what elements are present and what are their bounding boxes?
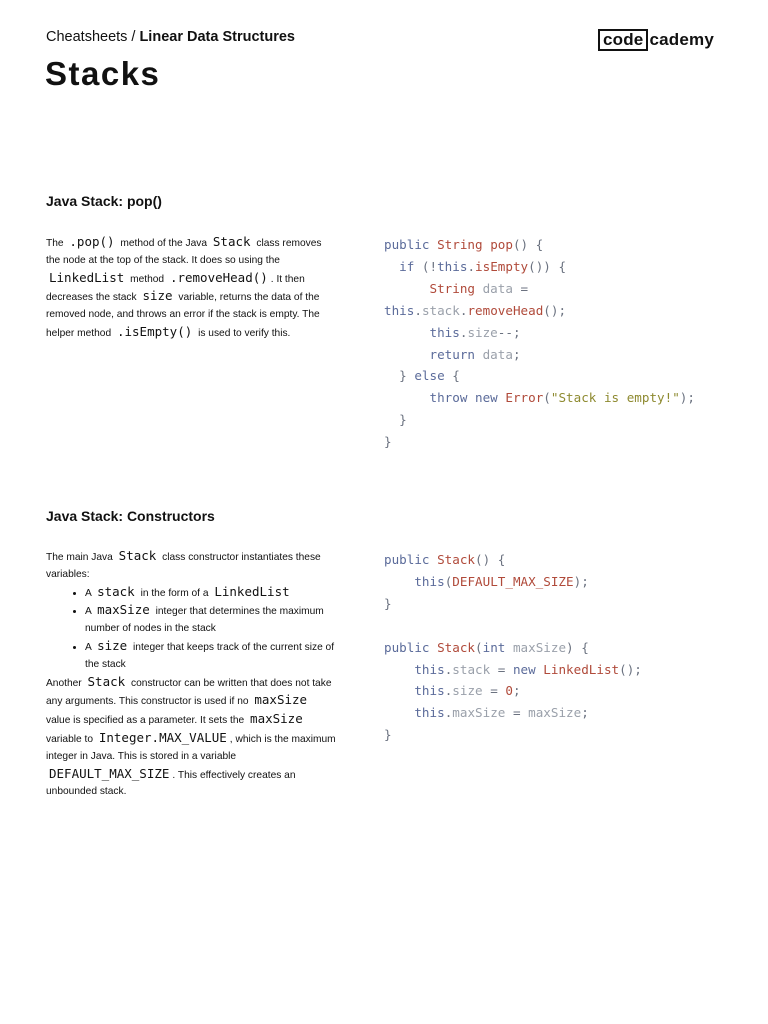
- text: method: [130, 273, 165, 285]
- inline-code: size: [142, 288, 173, 304]
- text: . It then decreases the stack: [46, 273, 305, 304]
- intro-paragraph: [46, 548, 336, 584]
- text: The: [46, 238, 64, 249]
- section-title-pop: Java Stack: pop(): [46, 193, 162, 209]
- inline-code: LinkedList: [49, 269, 125, 285]
- pop-code-block: public String pop() { if (!this.isEmpty()) { String data = this.stack.removeHead(); this.size--; return data; } else { throw new Error("Stack is empty!"); } }: [384, 237, 695, 450]
- list-item: • A size integer that keeps track of the current size of the stack: [85, 638, 336, 674]
- details-paragraph: Another Stack constructor can be written that does not take any arguments. This constructor is used if no maxSize value is specified as a parameter. It sets the maxSize variable to Integer.MAX_VALUE , which is the maximum integer in Java. This is stored in a variable DEFAULT_MAX_SIZE . This effectively creates an unbounded stack.: [46, 673, 336, 798]
- inline-code: Stack: [87, 673, 126, 689]
- inline-code: Stack: [118, 548, 157, 563]
- text: variable, returns the data of the removed node, and throws an error if the stack is empty. The helper method: [46, 292, 320, 339]
- header: [46, 27, 716, 47]
- text: The main Java: [46, 552, 113, 563]
- inline-code: size: [97, 637, 128, 653]
- inline-code: maxSize: [97, 602, 150, 618]
- inline-code: maxSize: [250, 711, 303, 727]
- list-item: • A stack in the form of a LinkedList: [85, 584, 336, 603]
- inline-code: DEFAULT_MAX_SIZE: [49, 765, 170, 781]
- text: is used to verify this.: [198, 327, 291, 339]
- text: class removes the node at the top of the stack. It does so using the: [46, 238, 322, 266]
- logo-box-text: code: [598, 29, 648, 51]
- inline-code: maxSize: [254, 692, 308, 708]
- text: class constructor instantiates these variables:: [46, 552, 321, 580]
- breadcrumb-separator: /: [131, 29, 136, 45]
- inline-code: Integer.MAX_VALUE: [98, 729, 227, 745]
- inline-code: .removeHead(): [169, 269, 268, 285]
- page-title: Stacks: [45, 55, 161, 92]
- constructors-code-block: public Stack() { this(DEFAULT_MAX_SIZE); } public Stack(int maxSize) { this.stack = new LinkedList(); this.size = 0; this.maxSize = maxSize; }: [384, 552, 642, 743]
- inline-code: stack: [97, 583, 135, 599]
- inline-code: .pop(): [69, 234, 115, 249]
- pop-description: [46, 234, 336, 343]
- variables-list: [46, 584, 336, 674]
- breadcrumb-cheatsheets-link[interactable]: Cheatsheets: [46, 29, 128, 45]
- inline-code: Stack: [212, 234, 251, 249]
- constructors-description: [46, 548, 336, 801]
- text: method of the Java: [120, 238, 208, 249]
- section-title-constructors: Java Stack: Constructors: [46, 508, 215, 524]
- logo-rest-text: cademy: [649, 30, 714, 49]
- list-item: • A maxSize integer that determines the maximum number of nodes in the stack: [85, 602, 336, 638]
- breadcrumb: [46, 27, 295, 47]
- inline-code: LinkedList: [214, 583, 290, 599]
- inline-code: .isEmpty(): [116, 323, 193, 339]
- codecademy-logo[interactable]: [598, 29, 714, 51]
- breadcrumb-current: Linear Data Structures: [139, 29, 295, 45]
